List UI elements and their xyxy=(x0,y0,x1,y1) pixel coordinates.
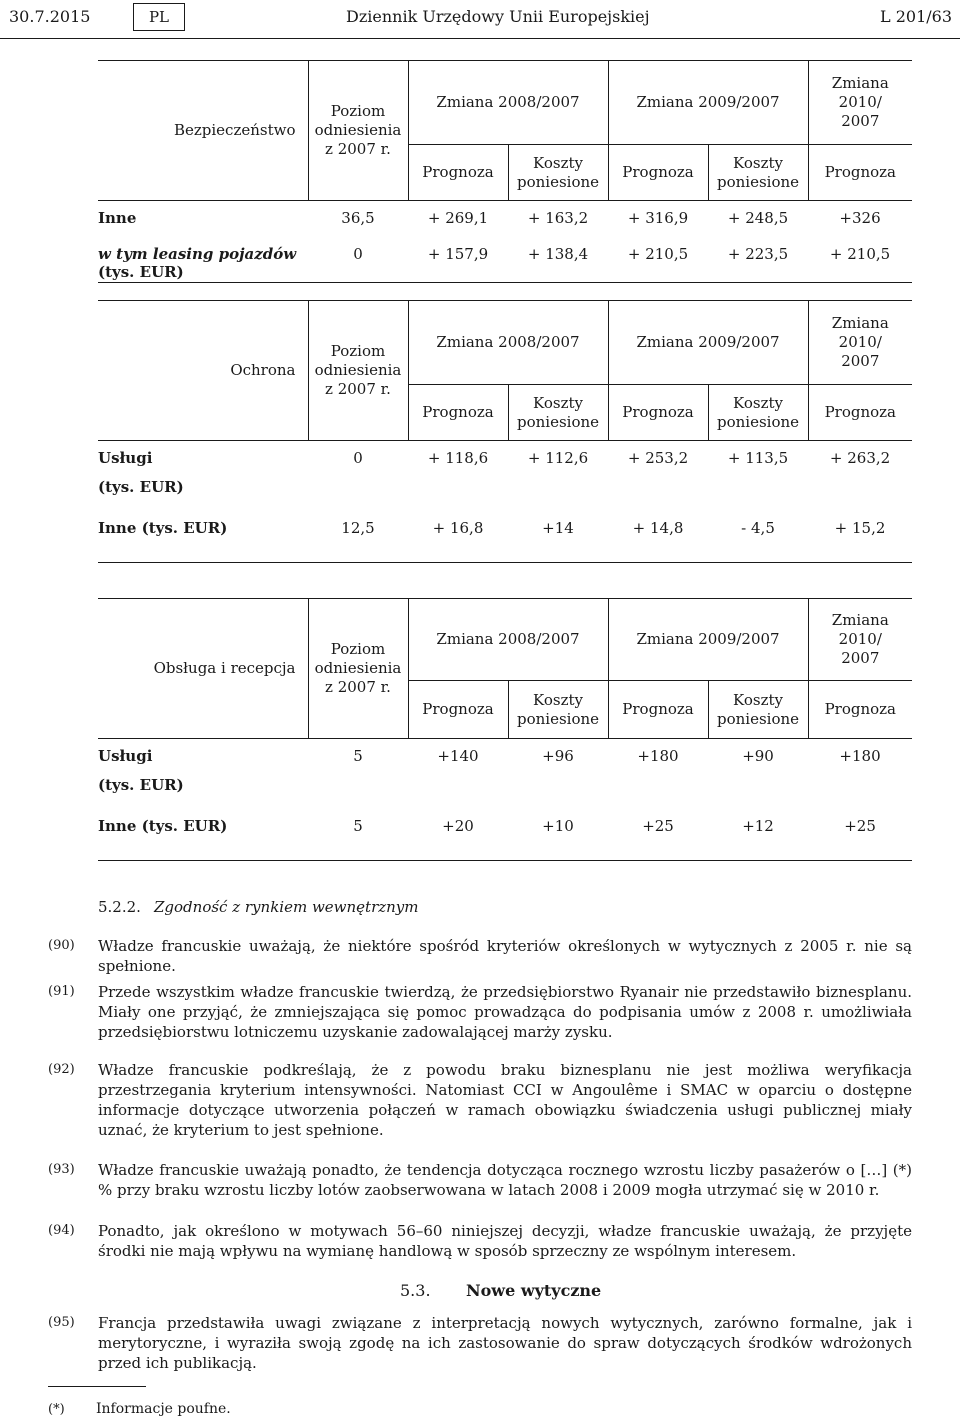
row-label: Usługi (tys. EUR) xyxy=(98,441,308,511)
paragraph-text: Ponadto, jak określono w motywach 56–60 niniejszej decyzji, władze francuskie uważają, że przyjęte środki nie mają wpływu na wymianę handlową w sposób sprzeczny ze wspólnym interesem. xyxy=(98,1222,912,1260)
paragraph-text: Władze francuskie uważają ponadto, że tendencja dotycząca rocznego wzrostu liczby pasażerów o […] (*) % przy braku wzrostu liczby lotów zaobserwowana w latach 2008 i 2009 mogła utrzymać się w 2010 r. xyxy=(98,1161,912,1199)
header-date: 30.7.2015 xyxy=(9,7,91,26)
subheader-costs: Koszty poniesione xyxy=(508,385,608,441)
cell-value: + 138,4 xyxy=(508,237,608,283)
subheader-forecast: Prognoza xyxy=(808,385,912,441)
paragraph xyxy=(48,1060,912,1140)
footnote-rule xyxy=(48,1386,146,1387)
paragraph-number: (92) xyxy=(48,1062,75,1077)
paragraph-text: Władze francuskie podkreślają, że z powodu braku biznesplanu nie jest możliwa weryfikacja przestrzegania kryterium intensywności. Natomiast CCI w Angoulême i SMAC w oparciu o dostępne informacje dotyczące utworzenia połączeń w ramach obowiązku świadczenia usługi publicznej miały uznać, że kryterium to jest spełnione. xyxy=(98,1061,912,1139)
change-2009-header: Zmiana 2009/2007 xyxy=(608,301,808,385)
language-badge: PL xyxy=(133,3,185,31)
cell-value: + 118,6 xyxy=(408,441,508,511)
subheader-forecast: Prognoza xyxy=(408,385,508,441)
table-row xyxy=(98,809,912,861)
row-label: Inne (tys. EUR) xyxy=(98,511,308,563)
cell-value: + 269,1 xyxy=(408,201,508,237)
paragraph xyxy=(48,982,912,1042)
subheader-costs: Koszty poniesione xyxy=(508,681,608,739)
cell-value: +10 xyxy=(508,809,608,861)
row-label: w tym leasing pojazdów (tys. EUR) xyxy=(98,237,308,283)
paragraph-number: (94) xyxy=(48,1223,75,1238)
paragraph-number: (90) xyxy=(48,938,75,953)
paragraph-number: (91) xyxy=(48,984,75,999)
subheader-forecast: Prognoza xyxy=(808,145,912,201)
reference-level-header: Poziom odniesienia z 2007 r. xyxy=(308,599,408,739)
section-number: 5.3. xyxy=(400,1281,431,1300)
subsection-number: 5.2.2. xyxy=(98,898,141,916)
table-title: Obsługa i recepcja xyxy=(98,599,308,739)
cell-value: + 16,8 xyxy=(408,511,508,563)
subheader-forecast: Prognoza xyxy=(808,681,912,739)
footnote-marker: (*) xyxy=(48,1402,65,1417)
cell-value: +25 xyxy=(808,809,912,861)
change-2010-header: Zmiana 2010/ 2007 xyxy=(808,301,912,385)
subheader-forecast: Prognoza xyxy=(608,385,708,441)
cell-value: +12 xyxy=(708,809,808,861)
cell-value: +96 xyxy=(508,739,608,809)
cell-reference-level: 0 xyxy=(308,237,408,283)
change-2010-header: Zmiana 2010/ 2007 xyxy=(808,599,912,681)
change-2009-header: Zmiana 2009/2007 xyxy=(608,61,808,145)
cell-value: +25 xyxy=(608,809,708,861)
cell-value: +180 xyxy=(608,739,708,809)
paragraph-text: Władze francuskie uważają, że niektóre spośród kryteriów określonych w wytycznych z 2005 r. nie są spełnione. xyxy=(98,937,912,975)
row-label: Inne xyxy=(98,201,308,237)
cell-value: +180 xyxy=(808,739,912,809)
cell-value: + 112,6 xyxy=(508,441,608,511)
table-row xyxy=(98,441,912,511)
subsection-heading xyxy=(98,898,419,917)
cell-value: + 15,2 xyxy=(808,511,912,563)
cell-value: + 210,5 xyxy=(608,237,708,283)
change-2008-header: Zmiana 2008/2007 xyxy=(408,599,608,681)
cell-value: + 253,2 xyxy=(608,441,708,511)
change-2009-header: Zmiana 2009/2007 xyxy=(608,599,808,681)
table-title: Bezpieczeństwo xyxy=(98,61,308,201)
cell-reference-level: 0 xyxy=(308,441,408,511)
subheader-forecast: Prognoza xyxy=(408,145,508,201)
reference-level-header: Poziom odniesienia z 2007 r. xyxy=(308,301,408,441)
change-2010-header: Zmiana 2010/ 2007 xyxy=(808,61,912,145)
cell-value: + 263,2 xyxy=(808,441,912,511)
cell-value: +326 xyxy=(808,201,912,237)
paragraph-number: (93) xyxy=(48,1162,75,1177)
row-label: Inne (tys. EUR) xyxy=(98,809,308,861)
cell-value: + 163,2 xyxy=(508,201,608,237)
paragraph xyxy=(48,1160,912,1200)
cell-reference-level: 36,5 xyxy=(308,201,408,237)
cell-value: +90 xyxy=(708,739,808,809)
paragraph xyxy=(48,1221,912,1261)
subheader-costs: Koszty poniesione xyxy=(708,681,808,739)
cell-value: + 316,9 xyxy=(608,201,708,237)
cell-value: + 248,5 xyxy=(708,201,808,237)
cell-reference-level: 12,5 xyxy=(308,511,408,563)
change-2008-header: Zmiana 2008/2007 xyxy=(408,301,608,385)
paragraph-number: (95) xyxy=(48,1315,75,1330)
data-table-2 xyxy=(98,300,912,563)
subheader-forecast: Prognoza xyxy=(608,145,708,201)
cell-value: + 210,5 xyxy=(808,237,912,283)
table-row xyxy=(98,201,912,237)
data-table-1 xyxy=(98,60,912,283)
page-header xyxy=(0,0,960,40)
subheader-costs: Koszty poniesione xyxy=(708,145,808,201)
data-table-3 xyxy=(98,598,912,861)
cell-value: + 113,5 xyxy=(708,441,808,511)
subsection-title: Zgodność z rynkiem wewnętrznym xyxy=(154,898,419,916)
change-2008-header: Zmiana 2008/2007 xyxy=(408,61,608,145)
paragraph xyxy=(48,936,912,976)
footnote xyxy=(48,1401,231,1419)
subheader-forecast: Prognoza xyxy=(608,681,708,739)
subheader-forecast: Prognoza xyxy=(408,681,508,739)
reference-level-header: Poziom odniesienia z 2007 r. xyxy=(308,61,408,201)
cell-value: +20 xyxy=(408,809,508,861)
cell-value: + 157,9 xyxy=(408,237,508,283)
section-heading xyxy=(400,1281,601,1301)
cell-value: +140 xyxy=(408,739,508,809)
header-rule xyxy=(0,38,960,39)
subheader-costs: Koszty poniesione xyxy=(508,145,608,201)
cell-value: + 14,8 xyxy=(608,511,708,563)
page-reference: L 201/63 xyxy=(880,7,952,26)
row-label: Usługi (tys. EUR) xyxy=(98,739,308,809)
journal-title: Dziennik Urzędowy Unii Europejskiej xyxy=(346,7,650,26)
table-row xyxy=(98,739,912,809)
cell-value: +14 xyxy=(508,511,608,563)
paragraph xyxy=(48,1313,912,1373)
table-title: Ochrona xyxy=(98,301,308,441)
paragraph-text: Francja przedstawiła uwagi związane z interpretacją nowych wytycznych, zarówno formalne, jak i merytoryczne, i wyraziła swoją zgodę na ich zastosowanie do spraw dotyczących środków wdrożonych przed ich publikacją. xyxy=(98,1314,912,1372)
cell-reference-level: 5 xyxy=(308,809,408,861)
cell-value: - 4,5 xyxy=(708,511,808,563)
section-title: Nowe wytyczne xyxy=(466,1281,602,1300)
paragraph-text: Przede wszystkim władze francuskie twierdzą, że przedsiębiorstwo Ryanair nie przedstawiło biznesplanu. Miały one przyjąć, że zmniejszająca się pomoc prowadząca do podpisania umów z 2008 r. umożliwiała przedsiębiorstwu lotniczemu uzyskanie zadowalającej marży zysku. xyxy=(98,983,912,1041)
subheader-costs: Koszty poniesione xyxy=(708,385,808,441)
footnote-text: Informacje poufne. xyxy=(96,1401,231,1417)
cell-reference-level: 5 xyxy=(308,739,408,809)
table-row xyxy=(98,511,912,563)
cell-value: + 223,5 xyxy=(708,237,808,283)
table-row xyxy=(98,237,912,283)
